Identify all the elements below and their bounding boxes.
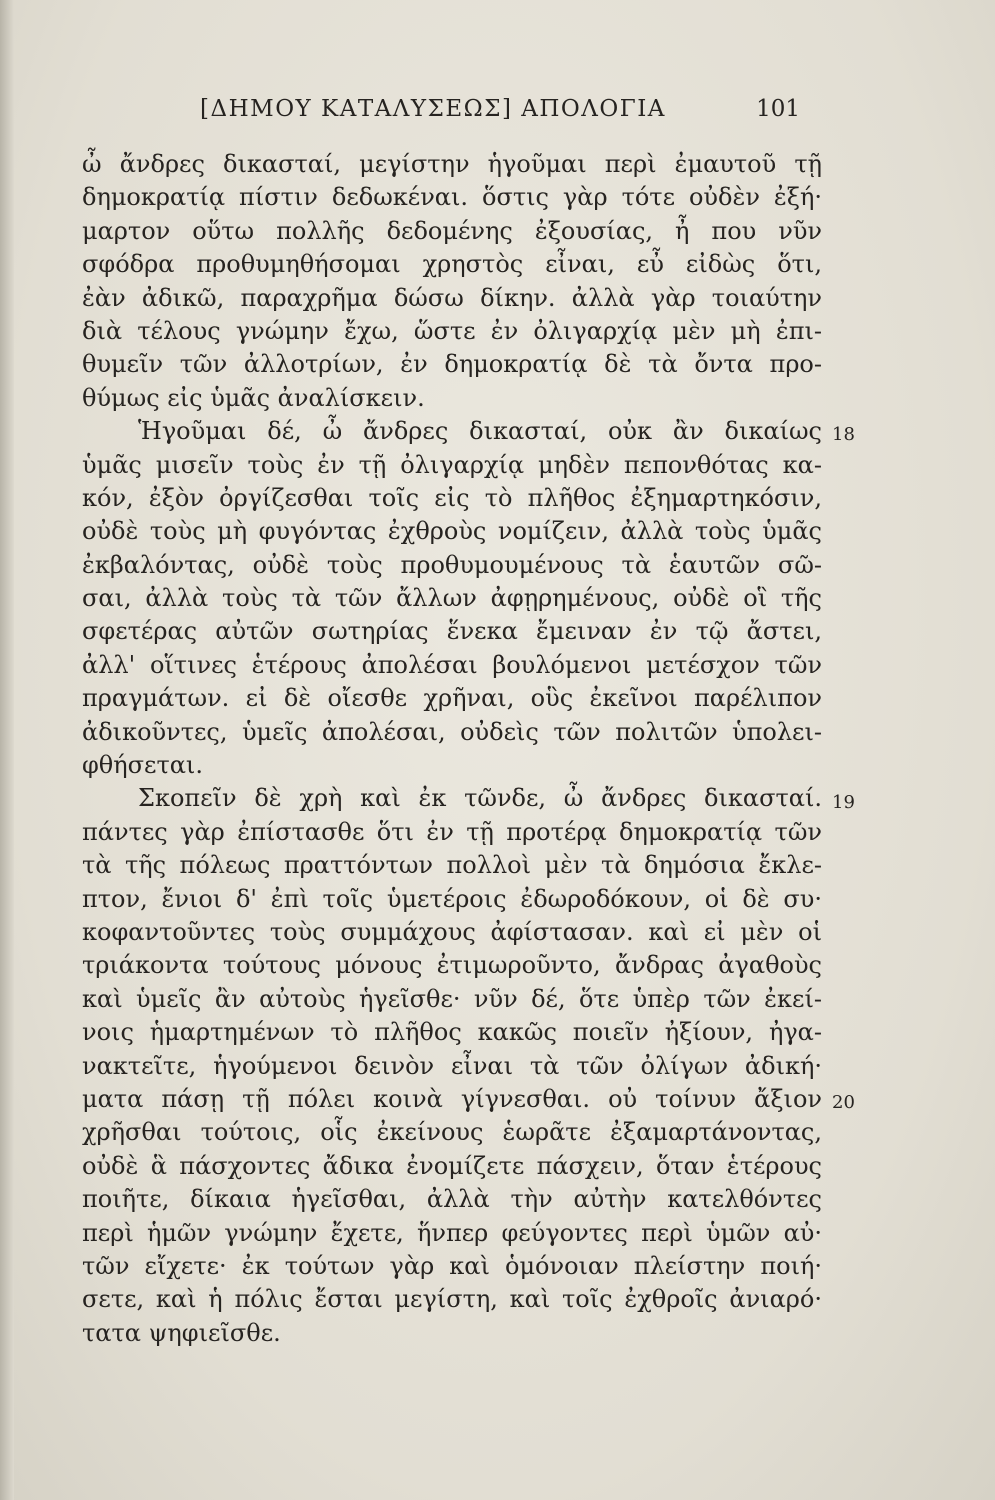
- text-line: σφετέρας αὐτῶν σωτηρίας ἕνεκα ἔμειναν ἐν τῷ ἄστει,: [82, 617, 822, 646]
- text-line: ὦ ἄνδρες δικασταί, μεγίστην ἡγοῦμαι περὶ ἐμαυτοῦ τῇ: [82, 150, 822, 178]
- header-title: [ΔΗΜΟΥ ΚΑΤΑΛΥΣΕΩΣ] ΑΠΟΛΟΓΙΑ: [200, 96, 666, 122]
- text-line: πάντες γὰρ ἐπίστασθε ὅτι ἐν τῇ προτέρᾳ δημοκρατίᾳ τῶν: [82, 817, 822, 846]
- page-spine-shadow: [0, 0, 14, 1500]
- text-line: τατα ψηφιεῖσθε.: [82, 1318, 281, 1347]
- text-line: ἀδικοῦντες, ὑμεῖς ἀπολέσαι, οὐδεὶς τῶν πολιτῶν ὑπολει-: [82, 717, 822, 746]
- text-line: δημοκρατίᾳ πίστιν δεδωκέναι. ὅστις γὰρ τότε οὐδὲν ἐξή·: [82, 183, 822, 212]
- section-number-18: 18: [832, 424, 855, 445]
- text-line: χρῆσθαι τούτοις, οἷς ἐκείνους ἑωρᾶτε ἐξαμαρτάνοντας,: [82, 1118, 822, 1147]
- text-line: ματα πάσῃ τῇ πόλει κοινὰ γίγνεσθαι. οὐ τοίνυν ἄξιον: [82, 1084, 822, 1113]
- text-line: τῶν εἴχετε· ἐκ τούτων γὰρ καὶ ὁμόνοιαν πλείστην ποιή·: [82, 1251, 822, 1280]
- section-number-20: 20: [832, 1092, 855, 1113]
- text-line: ἀλλ' οἵτινες ἑτέρους ἀπολέσαι βουλόμενοι μετέσχον τῶν: [82, 650, 822, 679]
- text-line: οὐδὲ τοὺς μὴ φυγόντας ἐχθροὺς νομίζειν, ἀλλὰ τοὺς ὑμᾶς: [82, 517, 822, 546]
- text-line: θύμως εἰς ὑμᾶς ἀναλίσκειν.: [82, 383, 425, 412]
- page-number: 101: [756, 96, 800, 122]
- text-line: νακτεῖτε, ἡγούμενοι δεινὸν εἶναι τὰ τῶν ὀλίγων ἀδική·: [82, 1051, 822, 1080]
- text-line: φθήσεται.: [82, 751, 203, 780]
- text-line: σφόδρα προθυμηθήσομαι χρηστὸς εἶναι, εὖ εἰδὼς ὅτι,: [82, 250, 822, 279]
- text-line: οὐδὲ ἃ πάσχοντες ἄδικα ἐνομίζετε πάσχειν, ὅταν ἑτέρους: [82, 1151, 822, 1180]
- text-line: περὶ ἡμῶν γνώμην ἔχετε, ἥνπερ φεύγοντες περὶ ὑμῶν αὐ·: [82, 1218, 822, 1247]
- text-line: σαι, ἀλλὰ τοὺς τὰ τῶν ἄλλων ἀφῃρημένους, οὐδὲ οἳ τῆς: [82, 584, 822, 613]
- text-line: θυμεῖν τῶν ἀλλοτρίων, ἐν δημοκρατίᾳ δὲ τὰ ὄντα προ-: [82, 350, 822, 379]
- text-line: ποιῆτε, δίκαια ἡγεῖσθαι, ἀλλὰ τὴν αὐτὴν κατελθόντες: [82, 1185, 822, 1214]
- text-line: κοφαντοῦντες τοὺς συμμάχους ἀφίστασαν. καὶ εἰ μὲν οἱ: [82, 917, 822, 946]
- text-line: τὰ τῆς πόλεως πραττόντων πολλοὶ μὲν τὰ δημόσια ἔκλε-: [82, 851, 822, 880]
- text-line: μαρτον οὕτω πολλῆς δεδομένης ἐξουσίας, ἦ που νῦν: [82, 216, 822, 245]
- text-line: πτον, ἔνιοι δ' ἐπὶ τοῖς ὑμετέροις ἐδωροδόκουν, οἱ δὲ συ·: [82, 884, 822, 913]
- text-line: καὶ ὑμεῖς ἂν αὐτοὺς ἡγεῖσθε· νῦν δέ, ὅτε ὑπὲρ τῶν ἐκεί-: [82, 984, 822, 1013]
- section-number-19: 19: [832, 792, 855, 813]
- text-line: ἐὰν ἀδικῶ, παραχρῆμα δώσω δίκην. ἀλλὰ γὰρ τοιαύτην: [82, 283, 822, 312]
- text-line: πραγμάτων. εἰ δὲ οἴεσθε χρῆναι, οὓς ἐκεῖνοι παρέλιπον: [82, 684, 822, 713]
- running-header: [200, 96, 800, 136]
- text-line: ὑμᾶς μισεῖν τοὺς ἐν τῇ ὀλιγαρχίᾳ μηδὲν πεπονθότας κα-: [82, 450, 822, 479]
- text-line: σετε, καὶ ἡ πόλις ἔσται μεγίστη, καὶ τοῖς ἐχθροῖς ἀνιαρό·: [82, 1285, 822, 1314]
- paragraph-start-line: Ἡγοῦμαι δέ, ὦ ἄνδρες δικασταί, οὐκ ἂν δικαίως: [138, 417, 822, 446]
- text-line: κόν, ἐξὸν ὀργίζεσθαι τοῖς εἰς τὸ πλῆθος ἐξημαρτηκόσιν,: [82, 483, 822, 512]
- text-line: διὰ τέλους γνώμην ἔχω, ὥστε ἐν ὀλιγαρχίᾳ μὲν μὴ ἐπι-: [82, 316, 822, 345]
- text-line: νοις ἡμαρτημένων τὸ πλῆθος κακῶς ποιεῖν ἠξίουν, ἠγα-: [82, 1018, 822, 1047]
- text-line: ἐκβαλόντας, οὐδὲ τοὺς προθυμουμένους τὰ ἑαυτῶν σῶ-: [82, 550, 822, 579]
- paragraph-start-line: Σκοπεῖν δὲ χρὴ καὶ ἐκ τῶνδε, ὦ ἄνδρες δικασταί.: [138, 784, 822, 813]
- text-line: τριάκοντα τούτους μόνους ἐτιμωροῦντο, ἄνδρας ἀγαθοὺς: [82, 951, 822, 980]
- body-text: [82, 148, 855, 1350]
